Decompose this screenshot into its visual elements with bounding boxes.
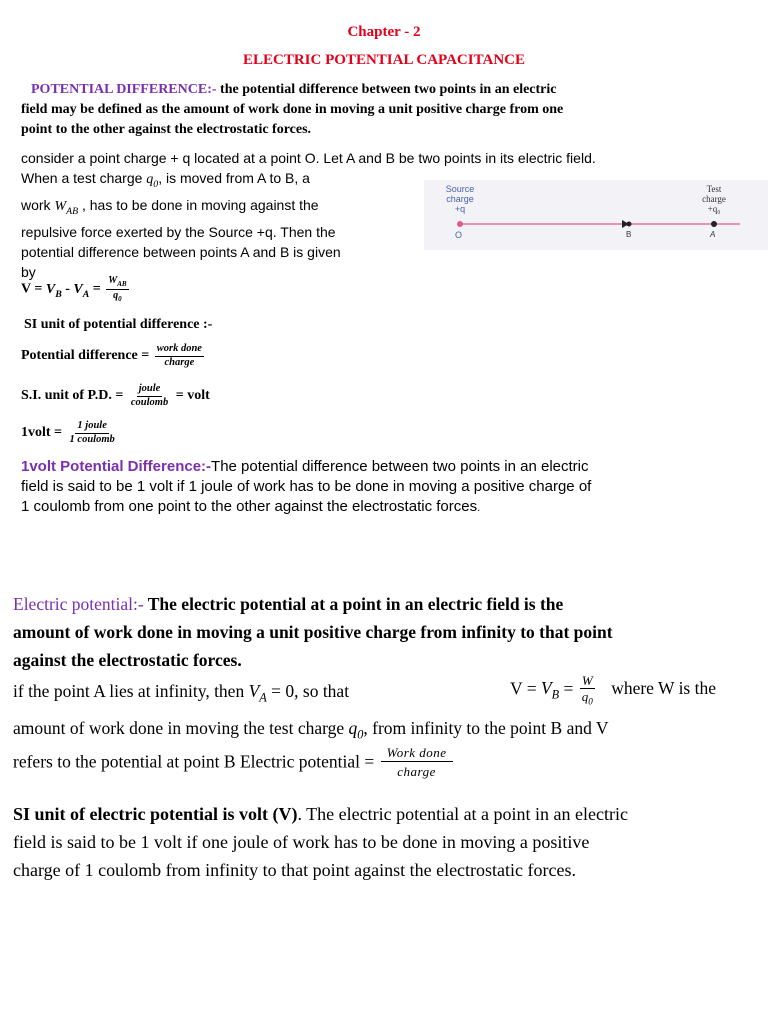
w-num: W [581,673,593,688]
vb-sub: B [55,288,62,300]
pd-def-line1: the potential difference between two points in an electric [216,82,557,97]
ep-line2: amount of work done in moving a unit positive charge from infinity to that point [13,622,613,642]
si-ep-line1: . The electric potential at a point in an electric [297,804,628,824]
q0-den: $q_0$ [581,689,593,707]
va-inf-sub: A [259,690,267,705]
source-label-2: charge [446,194,474,204]
formula-v [21,276,131,303]
ep-line3: against the electrostatic forces. [13,650,242,670]
va-letter: V [73,281,83,297]
charge-figure [424,180,768,250]
test-label-1: Test [706,184,722,194]
vb-letter: V [45,281,56,297]
q0-inline-letter: q [348,718,358,738]
point-a-dot [711,221,717,227]
si-ep-bold: SI unit of electric potential is volt (V) [13,804,298,824]
ep-inf-b: = 0, so that [266,681,350,701]
one-volt-line2: field is said to be 1 volt if 1 joule of work has to be done in moving a positive charge of [21,478,592,495]
unit-fraction [129,384,170,408]
test-label-3: +q₀ [707,204,721,214]
formula-v-lhs: V = [21,281,46,297]
volt-num: 1 joule [75,421,108,434]
consider-line2b: , is moved from A to B, a [158,170,310,186]
consider-line3a: work [21,196,55,213]
si-ep-paragraph [13,800,763,884]
ep-infinity-right [510,674,716,707]
test-label-2: charge [702,194,726,204]
point-o-label: O [455,230,463,240]
va-sub: A [82,288,90,300]
unit-label: S.I. unit of P.D. = [21,388,124,404]
wab-fraction [106,276,128,303]
wab-symbol: $W_{AB}$ [54,198,79,217]
source-label-3: +q [454,204,466,214]
one-volt-end: . [477,502,481,514]
ep-paragraph [13,590,763,674]
si-ep-line2: field is said to be 1 volt if one joule of work has to be done in moving a positive [13,832,590,852]
vb-inf-letter: V [540,678,552,699]
wab-num: W [108,275,118,286]
pd-den: charge [164,356,195,368]
pd-formula [21,344,206,368]
ep-inf-a: if the point A lies at infinity, then [13,681,249,701]
ep-line6-text: refers to the potential at point B Electric potential = [13,751,375,772]
one-volt-line3: 1 coulomb from one point to the other against the electrostatic forces [21,498,478,515]
wd-den: charge [397,764,436,779]
formula-v-eq: = [89,281,101,297]
point-o-dot [457,221,463,227]
unit-den: coulomb [130,396,169,408]
va-inf-letter: V [248,681,260,701]
pd-heading: POTENTIAL DIFFERENCE:- [31,82,217,97]
pd-definition [21,80,751,140]
point-a-label: A [710,230,716,239]
formula-v-minus: - [61,281,74,297]
vb-inf-sub: B [551,687,560,702]
consider-line4: repulsive force exerted by the Source +q. Then the [21,223,336,240]
w-q0-fraction [580,674,595,707]
va [73,281,90,300]
consider-line3b: , has to be done in moving against the [78,196,319,213]
source-label-1: Source [445,184,475,194]
pd-label: Potential difference = [21,348,150,364]
consider-line5: potential difference between points A and B is given [21,243,341,260]
consider-line6: by [21,263,36,280]
one-volt-line1: The potential difference between two points in an electric [211,458,589,475]
va-inf [248,681,267,705]
pd-def-line3: point to the other against the electrostatic forces. [21,122,312,137]
si-pd-heading: SI unit of potential difference :- [24,317,213,332]
wab-num-sub: AB [117,280,127,288]
wab-den: $q_0$ [113,290,122,303]
ep-heading: Electric potential:- [13,594,144,614]
chapter-label: Chapter - 2 [347,24,421,40]
consider-line2a: When a test charge [21,170,147,186]
ep-inf-eq: = [559,678,574,699]
ep-line5a: amount of work done in moving the test charge [13,718,349,738]
vb [45,281,62,300]
source-label [438,184,482,214]
volt-den: 1 coulomb [69,433,115,445]
ep-line6 [13,746,455,778]
arrow-head-icon [622,220,629,228]
ep-infinity-left [13,681,349,706]
ep-line1: The electric potential at a point in an electric field is the [143,594,564,614]
q0-inline [348,718,364,742]
unit-num: joule [137,384,163,397]
wd-num: Work done [381,746,453,762]
ep-inf-c: where W is the [611,678,716,699]
pd-fraction [155,344,204,368]
ep-line5 [13,718,609,743]
one-volt-paragraph [21,457,761,518]
chapter-title: ELECTRIC POTENTIAL CAPACITANCE [243,52,525,68]
pd-def-line2: field may be defined as the amount of work done in moving a unit positive charge from one [21,102,564,117]
q0-symbol: $q_0$ [146,172,159,190]
volt-fraction [68,421,117,445]
unit-formula [21,384,210,408]
consider-line1: consider a point charge + q located at a point O. Let A and B be two points in its electric field. [21,150,596,166]
ep-line5b: , from infinity to the point B and V [363,718,609,738]
wd-fraction [381,746,453,778]
si-ep-line3: charge of 1 coulomb from infinity to that point against the electrostatic forces. [13,860,577,880]
pd-num: work done [155,344,204,357]
q0-inline-sub: 0 [357,727,364,742]
test-label [692,184,736,214]
ep-inf-v: V = [510,678,541,699]
volt-label: 1volt = [21,425,63,441]
vb-inf [540,678,560,702]
unit-result: = volt [175,388,210,404]
point-b-label: B [626,230,632,239]
volt-formula [21,421,119,445]
one-volt-heading: 1volt Potential Difference:- [21,458,212,475]
